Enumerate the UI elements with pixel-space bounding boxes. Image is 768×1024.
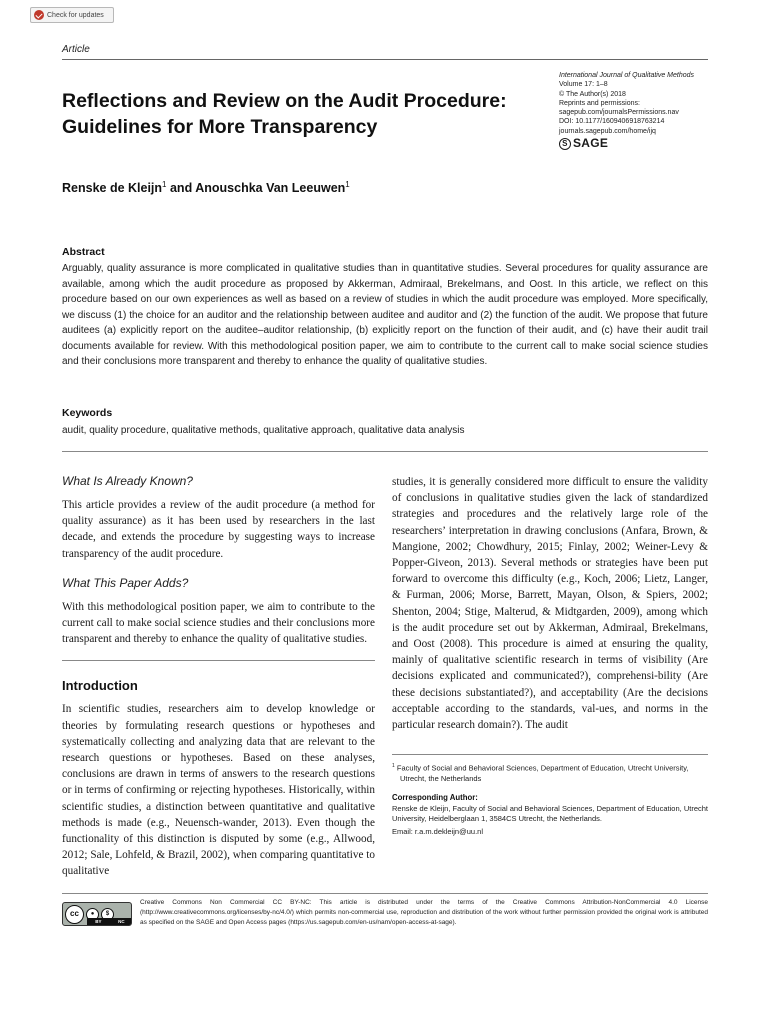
what-is-known-heading: What Is Already Known? [62, 474, 193, 488]
license-text: Creative Commons Non Commercial CC BY-NC: This article is distributed under the terms of the Creative Commons Attribution-NonCommercial 4.0 License (http://www.creativecommons.org/licenses/by-nc/4.0/) which permits non-commercial use, reproduction and distribution of the work without further permission provided the original work is attributed as specified on the SAGE and Open Access pages (https://us.sagepub.com/en-us/nam/open-access-at-sage). [140, 899, 708, 926]
right-column-text: studies, it is generally considered more difficult to ensure the validity of conclusions in qualitative studies given the lack of standardized strategies and procedures and the relatively large role of the researchers’ interpretation in drawing conclusions (Anfara, Brown, & Mangione, 2002; Chowdhury, 2015; Finlay, 2002; Weiner-Levy & Popper-Giveon, 2013). Several methods or strategies have been put forward to overcome this difficulty (e.g., Koch, 2006; Lietz, Langer, & Furman, 2006; Morse, Barrett, Mayan, Olson, & Spiers, 2002; Shenton, 2004; Stige, Malterud, & Midtgarden, 2009), among which is the audit procedure set out by Akkerman, Admiraal, Brekelmans, and Oost (2008). This procedure is aimed at ensuring the quality, mainly of qualitative scientific research in terms of visibility (Are decisions explicated and communicated?), comprehensi-bility (Are these decisions substantiated?), and acceptability (Are the decisions acceptable according to the standards, val-ues, and norms in the particular research domain?). The audit [392, 476, 708, 732]
what-paper-adds-text: With this methodological position paper, we aim to contribute to the current call to make social science studies and their conclusions more transparent and thereby to enhance the quality of qualitative studies. [62, 600, 375, 646]
introduction-text: In scientific studies, researchers aim to develop knowledge or theories by formulating research questions or hypotheses and systematically collecting and analyzing data that are relevant to the research questions or hypotheses. Based on these analyses, conclusions are drawn in terms of answers to the research questions or in terms of confirming or rejecting hypotheses. Historically, within scientific studies, a distinction between quantitative and qualitative methods is made (e.g., Neuensch-wander, 2013). Even though the functionality of this distinction is disputed by some (e.g., Allwood, 2012; Sale, Lohfeld, & Brazil, 2002), when comparing quantitative to qualitative [62, 703, 375, 878]
left-column [62, 474, 375, 880]
introduction-heading: Introduction [62, 678, 138, 694]
corresponding-author-heading: Corresponding Author: [392, 792, 478, 802]
cc-icon: cc [65, 905, 84, 924]
header-divider [62, 59, 708, 60]
affiliation-marker: 1 [162, 180, 167, 189]
copyright: © The Author(s) 2018 [559, 90, 626, 98]
attribution-icon: ● [86, 908, 99, 921]
cc-labels [87, 918, 132, 925]
abstract-heading: Abstract [62, 246, 105, 258]
check-updates-icon [34, 10, 44, 20]
check-for-updates-label: Check for updates [47, 11, 104, 19]
keywords-heading: Keywords [62, 407, 113, 419]
sage-logo-text: SAGE [573, 136, 609, 151]
article-type-label: Article [62, 44, 90, 55]
what-paper-adds-heading: What This Paper Adds? [62, 575, 189, 590]
corresponding-author-text: Renske de Kleijn, Faculty of Social and Behavioral Sciences, Department of Education, Utrecht University, Heidelberglaan 1, 3584CS Utrecht, the Netherlands. [392, 803, 708, 823]
box-divider [62, 660, 375, 661]
author-name: Anouschka Van Leeuwen [195, 181, 346, 196]
author-list [62, 180, 350, 195]
journal-home-link[interactable]: journals.sagepub.com/home/ijq [559, 127, 656, 135]
license-divider [62, 893, 708, 894]
sage-s-icon: S [559, 138, 571, 150]
reprints-label: Reprints and permissions: [559, 99, 640, 107]
noncommercial-icon: $ [101, 908, 114, 921]
permissions-link[interactable]: sagepub.com/journalsPermissions.nav [559, 109, 679, 117]
doi[interactable]: DOI: 10.1177/1609406918763214 [559, 118, 665, 126]
journal-info [559, 71, 719, 150]
cc-by-nc-badge[interactable] [62, 902, 132, 926]
check-for-updates-button[interactable] [30, 7, 114, 23]
author-name: Renske de Kleijn [62, 181, 163, 196]
cc-nc-label: NC [118, 919, 125, 924]
sage-logo [559, 138, 719, 150]
journal-name: International Journal of Qualitative Methods [559, 72, 695, 79]
cc-by-label: BY [95, 919, 102, 924]
what-is-known-text: This article provides a review of the audit procedure (a method for quality assurance) as it has been used by researchers in the last decade, and extends the procedure by suggesting ways to increase transparency of the audit procedure. [62, 499, 375, 560]
affiliation-text: Faculty of Social and Behavioral Sciences, Department of Education, Utrecht University, Utrecht, the Netherlands [396, 763, 689, 783]
keywords-divider [62, 451, 708, 452]
keywords-text: audit, quality procedure, qualitative methods, qualitative approach, qualitative data analysis [62, 425, 465, 436]
paper-title: Reflections and Review on the Audit Procedure: Guidelines for More Transparency [62, 90, 507, 138]
author-joiner: and [169, 181, 193, 196]
affiliation-footnote-marker: 1 [392, 763, 395, 769]
abstract-text: Arguably, quality assurance is more complicated in qualitative studies than in quantitative studies. Several procedures for quality assurance are available, among which the audit procedure as proposed by Akkerman, Admiraal, Brekelmans, and Oost. In this article, we reflect on this procedure based on our own experiences as well as based on a review of studies in which the audit procedure was employed. More specifically, we discuss (1) the choice for an auditor and the relationship between auditee and auditor and (2) the function of the audit. We propose that future auditees (a) explicitly report on the auditee–auditor relationship, (b) explicitly report on the function of their audit, and (c) have their audit trail documents available for review. With this methodological position paper, we aim to contribute to the current call to make social science studies and their conclusions more transparent and thereby to enhance the quality of qualitative studies. [62, 263, 708, 367]
affiliation-marker: 1 [345, 180, 350, 189]
corresponding-email[interactable]: Email: r.a.m.dekleijn@uu.nl [392, 826, 483, 836]
journal-volume: Volume 17: 1–8 [559, 81, 608, 89]
footnote-divider [392, 754, 708, 755]
affiliation-footnote [392, 761, 708, 785]
right-column [392, 474, 708, 837]
